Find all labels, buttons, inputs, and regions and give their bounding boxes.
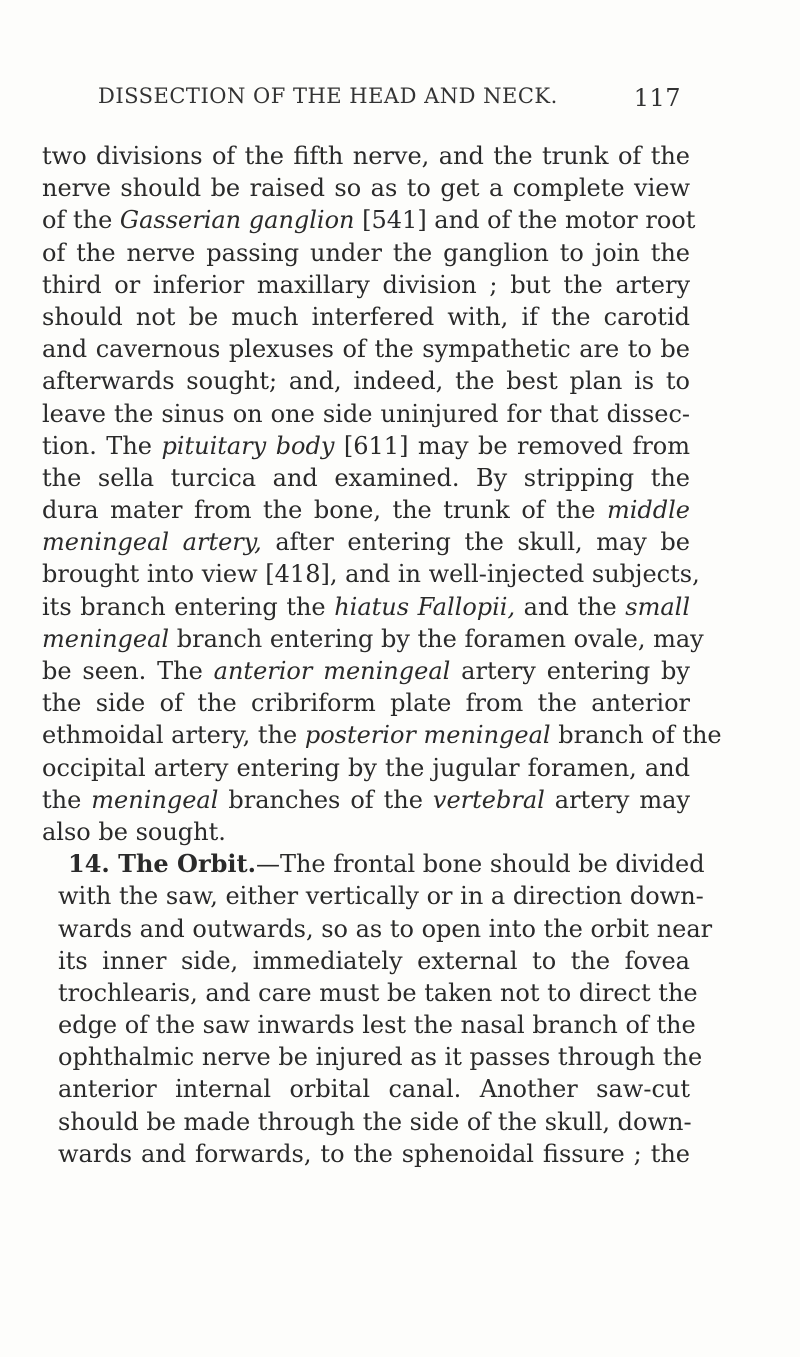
text-line: its inner side, immediately external to the fovea: [58, 946, 690, 975]
text-line: of the nerve passing under the ganglion to join the: [42, 238, 690, 267]
italic-term: posterior meningeal: [304, 721, 551, 750]
text-line: nerve should be raised so as to get a complete view: [42, 174, 690, 203]
section-number: 14.: [68, 849, 119, 879]
text-line: and cavernous plexuses of the sympathetic are to be: [42, 335, 690, 364]
text-line: the sella turcica and examined. By stripping the: [42, 463, 690, 492]
italic-term: small: [625, 592, 690, 621]
text-line: afterwards sought; and, indeed, the best plan is to: [42, 367, 690, 396]
text-line: anterior internal orbital canal. Another saw-cut: [58, 1075, 690, 1104]
text-line: dura mater from the bone, the trunk of the middle: [42, 496, 690, 525]
running-head: [98, 84, 681, 114]
italic-term: meningeal: [42, 624, 170, 653]
text-line: with the saw, either vertically or in a direction down-: [58, 882, 704, 911]
text-line: meningeal branch entering by the foramen ovale, may: [42, 624, 704, 653]
page-number: 117: [633, 84, 681, 112]
text-line: the meningeal branches of the vertebral artery may: [42, 785, 691, 814]
text-line: ophthalmic nerve be injured as it passes through the: [58, 1043, 703, 1072]
italic-term: meningeal artery,: [42, 528, 262, 557]
text-line: should not be much interfered with, if the carotid: [42, 302, 690, 331]
text-line: third or inferior maxillary division ; but the artery: [42, 270, 690, 299]
italic-term: middle: [606, 496, 690, 525]
text-line: two divisions of the fifth nerve, and the trunk of the: [42, 142, 690, 170]
text-line: should be made through the side of the skull, down-: [58, 1107, 692, 1136]
section-title: The Orbit.: [118, 849, 256, 879]
text-line: trochlearis, and care must be taken not to direct the: [58, 978, 698, 1007]
body-text: [42, 140, 722, 1170]
italic-term: vertebral: [432, 785, 545, 814]
text-line: tion. The pituitary body [611] may be removed from: [42, 431, 690, 460]
italic-term: meningeal: [91, 785, 219, 814]
text-line: wards and forwards, to the sphenoidal fissure ; the: [58, 1139, 690, 1168]
text-line: of the Gasserian ganglion [541] and of the motor root: [42, 206, 696, 235]
text-line: also be sought.: [42, 817, 226, 846]
text-line: brought into view [418], and in well-injected subjects,: [42, 560, 700, 589]
running-head-title: DISSECTION OF THE HEAD AND NECK.: [98, 84, 558, 108]
italic-term: Gasserian ganglion: [119, 206, 355, 235]
text-line: meningeal artery, after entering the skull, may be: [42, 528, 690, 557]
text-line: wards and outwards, so as to open into the orbit near: [58, 914, 713, 943]
text-line: its branch entering the hiatus Fallopii, and the small: [42, 592, 690, 621]
italic-term: anterior meningeal: [213, 657, 451, 685]
text-line: be seen. The anterior meningeal artery entering by: [42, 657, 690, 685]
text-line: occipital artery entering by the jugular foramen, and: [42, 753, 690, 782]
italic-term: hiatus Fallopii,: [334, 592, 516, 621]
text-line: the side of the cribriform plate from the anterior: [42, 689, 690, 718]
text-line: leave the sinus on one side uninjured for that dissec-: [42, 399, 690, 428]
text-line: ethmoidal artery, the posterior meningeal branch of the: [42, 721, 722, 750]
section-heading-line: 14. The Orbit.—The frontal bone should be divided: [68, 849, 705, 879]
italic-term: pituitary body: [161, 431, 335, 460]
text-line: edge of the saw inwards lest the nasal branch of the: [58, 1011, 696, 1040]
